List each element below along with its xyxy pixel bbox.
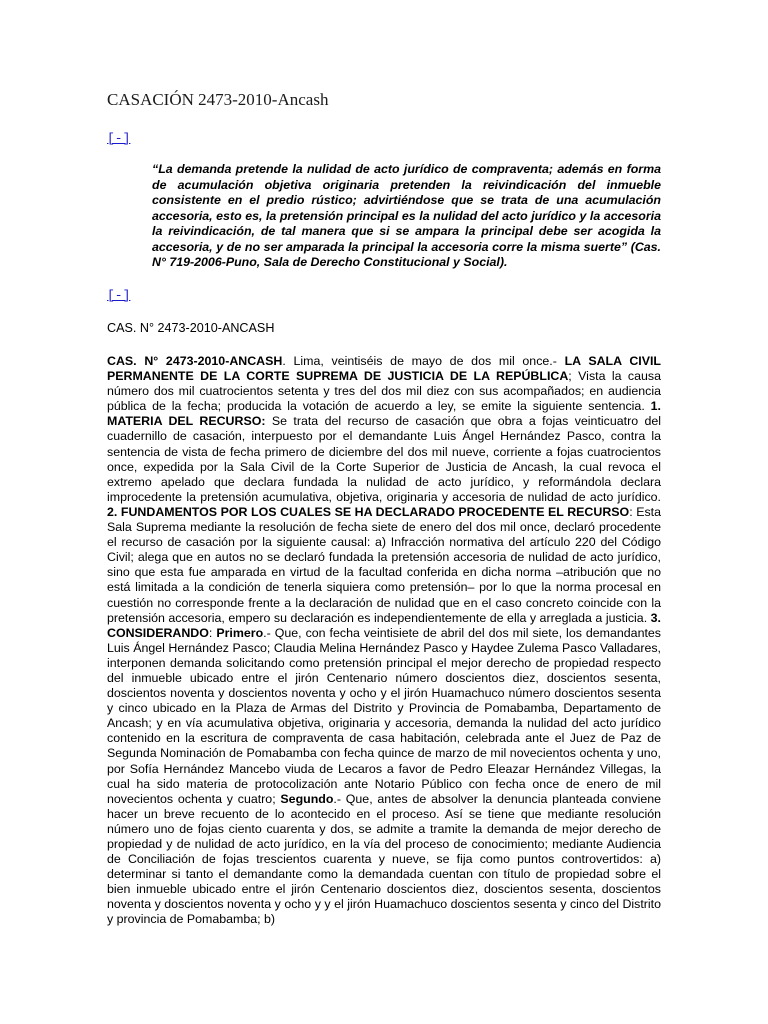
body-text-segment: : Esta Sala Suprema mediante la resolución de fecha siete de enero del dos mil once, declaró procedente el recurso de casación por la siguiente causal: a) Infracción normativa del artículo 220 del Código Civil; alega que en autos no se declaró fundada la pretensión accesoria de nulidad de acto jurídico, sino que esta fue amparada en virtud de la facultad conferida en dicha norma –atribución que no está limitada a la condición de tenerla siquiera como pretensión– por lo que la norma procesal en cuestión no corresponde frente a la declaración de nulidad que en el caso concreto coincide con la pretensión accesoria, empero su declaración es independientemente de ella y arreglada a justicia. [107,504,661,625]
collapse-toggle-link[interactable]: [-] [107,131,131,146]
collapse-toggle-link-2[interactable]: [-] [107,288,131,303]
body-text-segment: . Lima, veintiséis de mayo de dos mil once.- [282,354,565,368]
court-name-heading: LA SALA CIVIL PERMANENTE DE LA CORTE SUPREMA DE JUSTICIA DE LA REPÚBLICA [107,354,661,384]
body-text-segment: : [208,625,217,640]
body-text-segment: .- Que, con fecha veintisiete de abril del dos mil siete, los demandantes Luis Ángel Hernández Pasco; Claudia Melina Hernández Pasco y Haydee Zulema Pasco Valladares, interponen demanda solicitando como pretensión principal el mejor derecho de propiedad respecto del inmueble ubicado entre el jirón Centenario número doscientos diez, doscientos sesenta, doscientos noventa y doscientos noventa y ocho y el jirón Huamachuco número doscientos sesenta y cinco ubicado en la Plaza de Armas del Distrito y Provincia de Pomabamba, Departamento de Ancash; y en vía acumulativa objetiva, originaria y accesoria, demanda la nulidad del acto jurídico contenido en la escritura de compraventa de casa habitación, celebrada ante el Juez de Paz de Segunda Nominación de Pomabamba con fecha quince de marzo de mil novecientos ochenta y uno, por Sofía Hernández Mancebo viuda de Lecaros a favor de Pedro Eleazar Hernández Villegas, la cual ha sido materia de protocolización ante Notario Público con fecha once de enero de mil novecientos ochenta y cuatro; [107,625,661,806]
body-text-segment: Se trata del recurso de casación que obra a fojas veinticuatro del cuadernillo de casación, interpuesto por el demandante Luis Ángel Hernández Pasco, contra la sentencia de vista de fecha primero de diciembre del dos mil nueve, corriente a fojas cuatrocientos once, expedida por la Sala Civil de la Corte Superior de Justicia de Ancash, la cual revoca el extremo apelado que declara fundada la nulidad de acto jurídico, y reformándola declara improcedente la pretensión acumulativa, objetiva, originaria y accesoria de nulidad de acto jurídico. [107,414,662,504]
body-text-segment: ; Vista la causa número dos mil cuatrocientos setenta y tres del dos mil diez con sus acompañados; en audiencia pública de la fecha; producida la votación de acuerdo a ley, se emite la siguiente sentencia. [107,369,661,414]
case-number-heading: CAS. N° 2473-2010-ANCASH [107,354,283,368]
section-heading-materia: 1. MATERIA DEL RECURSO: [107,399,661,429]
body-text-segment: .- Que, antes de absolver la denuncia planteada conviene hacer un breve recuento de lo acontecido en el proceso. Así se tiene que mediante resolución número uno de fojas ciento cuarenta y dos, se admite a tramite la demanda de mejor derecho de propiedad y de nulidad de acto jurídico, en la vía del proceso de conocimiento; mediante Audiencia de Conciliación de fojas trescientos cuarenta y nueve, se fija como puntos controvertidos: a) determinar si tanto el demandante como la demandada cuentan con título de propiedad sobre el bien inmueble ubicado entre el jirón Centenario doscientos diez, doscientos sesenta, doscientos noventa y doscientos noventa y ocho y y el jirón Huamachuco doscientos sesenta y cinco del Distrito y provincia de Pomabamba; b) [107,791,661,927]
section-heading-considerando: 3. CONSIDERANDO [107,610,661,640]
subheading-segundo: Segundo [280,791,334,806]
subheading-primero: Primero [216,625,264,640]
section-heading-fundamentos: 2. FUNDAMENTOS POR LOS CUALES SE HA DECLARADO PROCEDENTE EL RECURSO [107,504,630,519]
document-title: CASACIÓN 2473-2010-Ancash [107,90,329,109]
case-reference: CAS. N° 2473-2010-ANCASH [107,321,275,335]
judgment-body [107,354,661,928]
quote-paragraph: “La demanda pretende la nulidad de acto jurídico de compraventa; además en forma de acumulación objetiva originaria pretenden la reivindicación del inmueble consistente en el predio rústico; advirtiéndose que se trata de una acumulación accesoria, esto es, la pretensión principal es la nulidad del acto jurídico y la accesoria la reivindicación, de tal manera que si se ampara la principal debe ser acogida la accesoria, y de no ser amparada la principal la accesoria corre la misma suerte” (Cas. N° 719-2006-Puno, Sala de Derecho Constitucional y Social). [152,162,661,269]
